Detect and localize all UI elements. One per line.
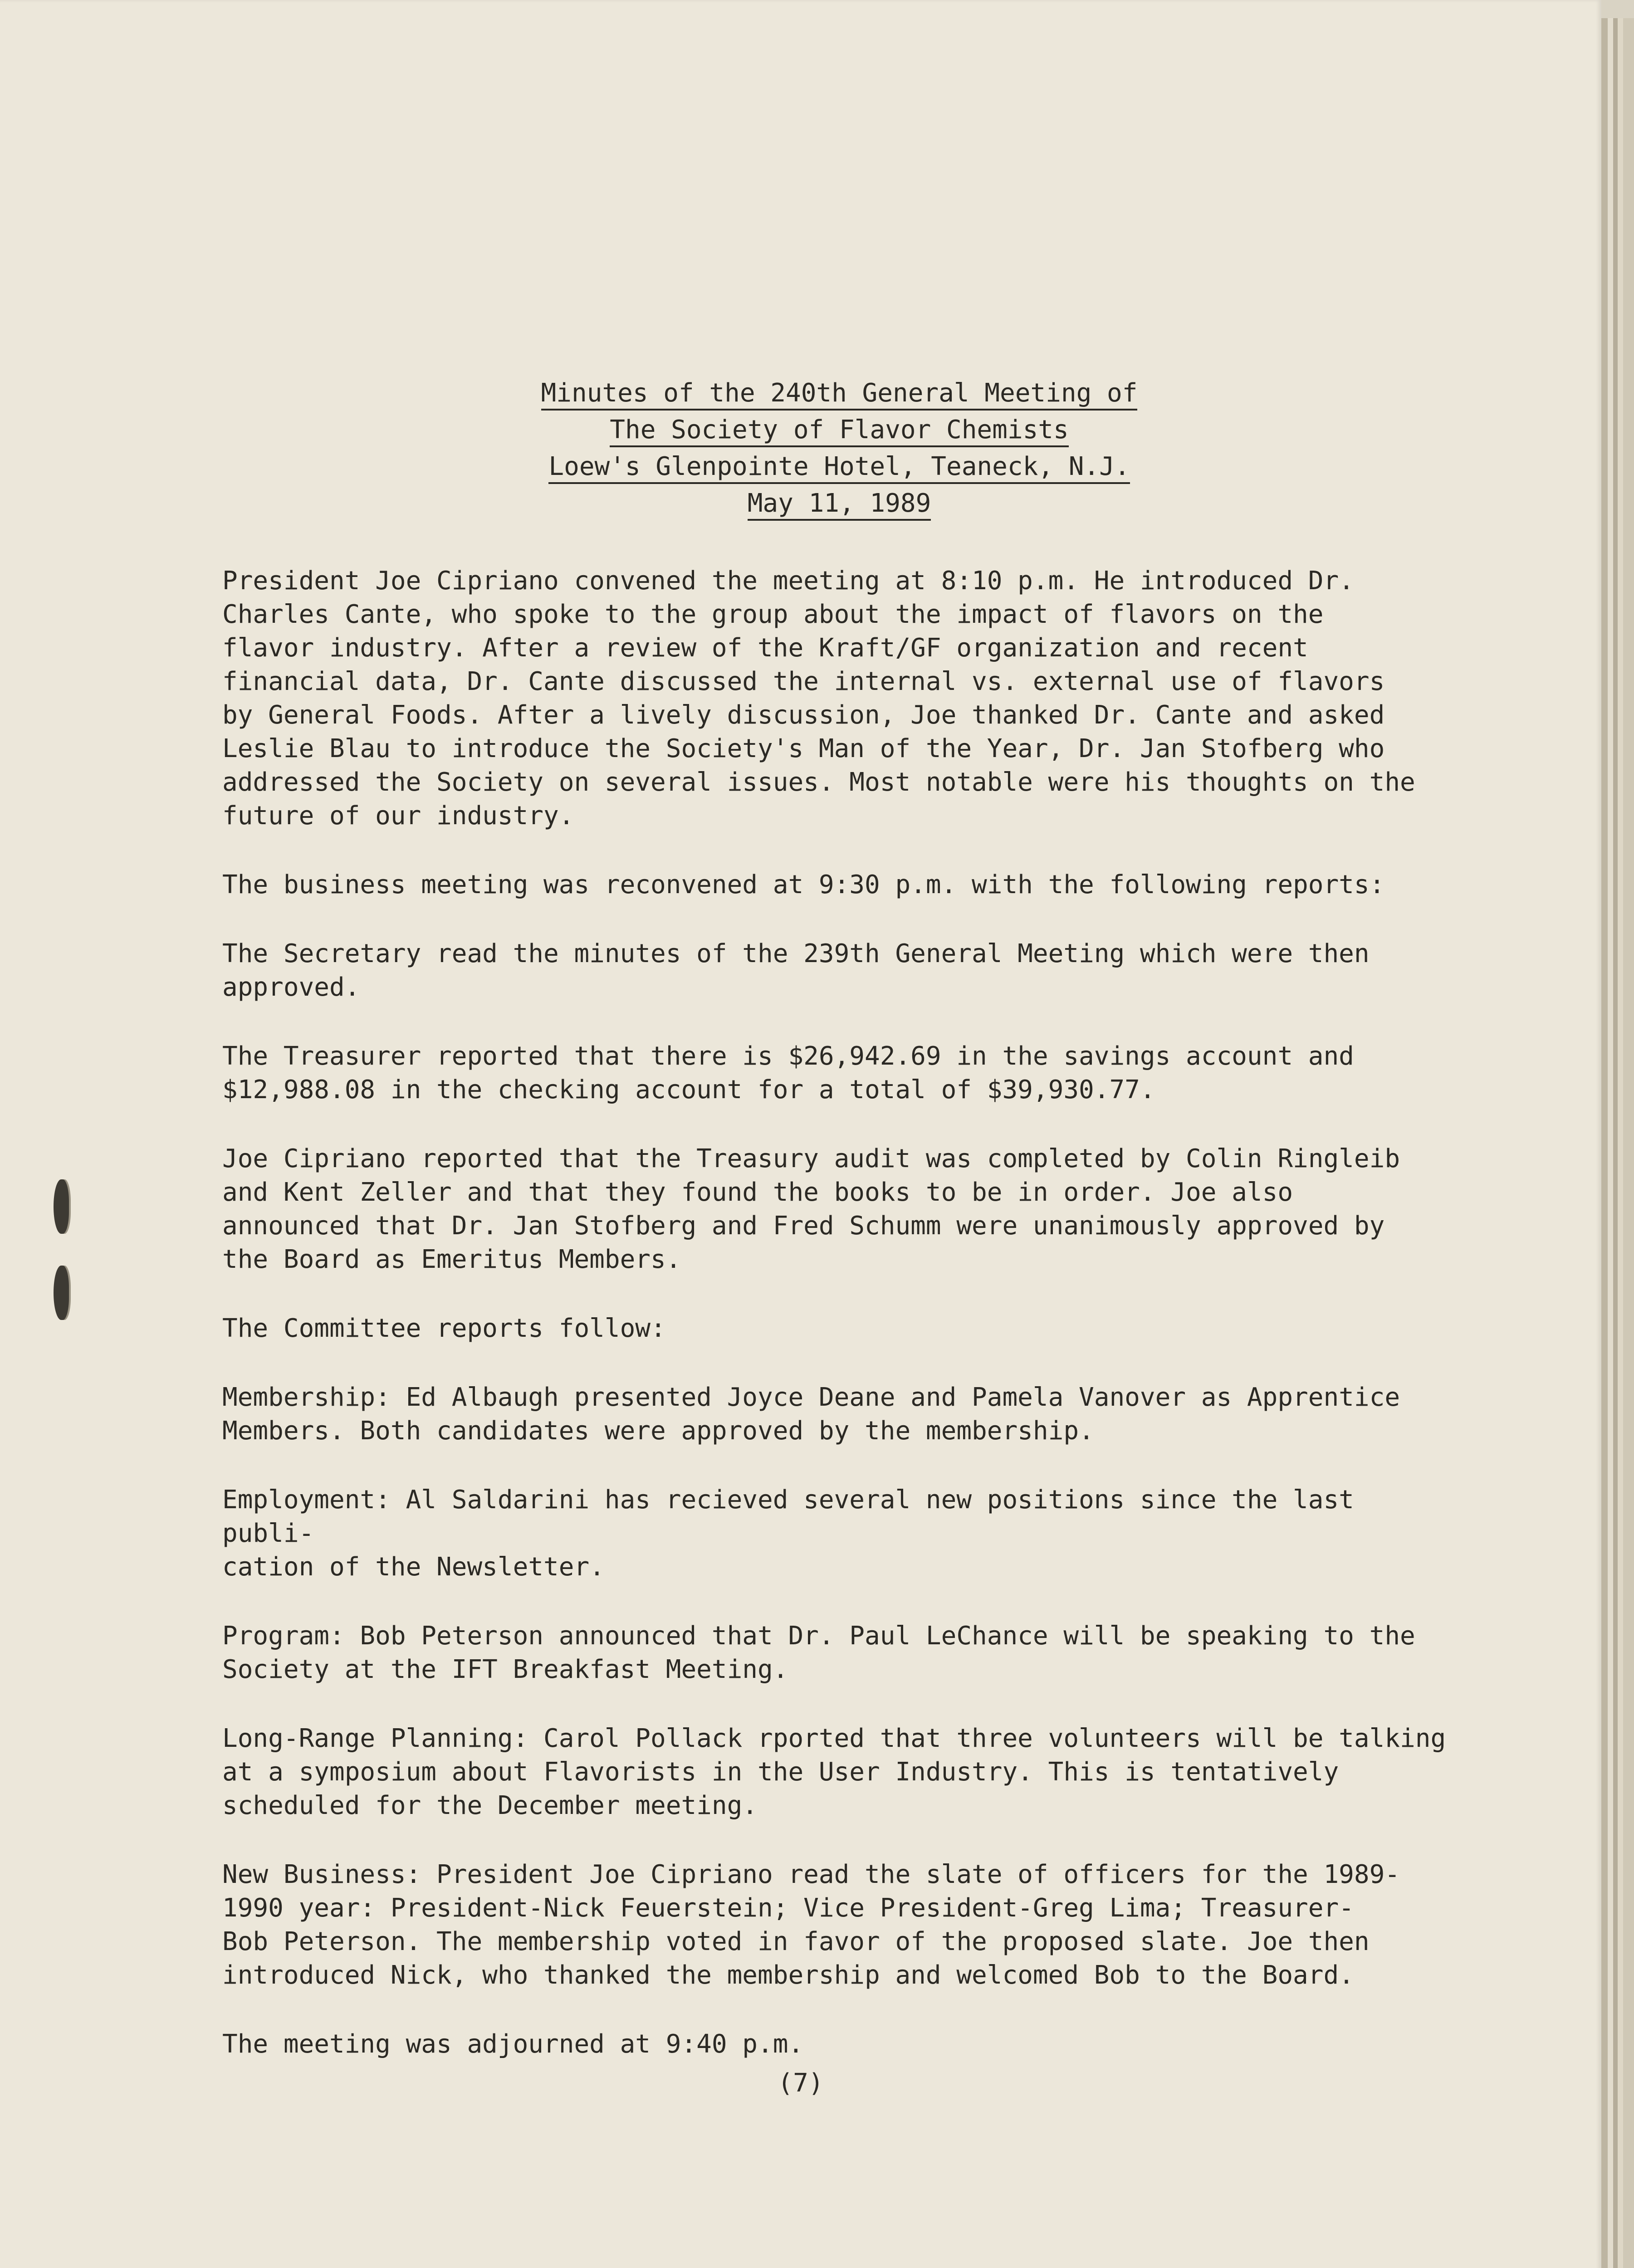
header-line-1: Minutes of the 240th General Meeting of [541, 379, 1138, 411]
paragraph-adjourned: The meeting was adjourned at 9:40 p.m. [222, 2029, 804, 2059]
page-edge [1613, 18, 1618, 2268]
header-date: May 11, 1989 [748, 489, 931, 521]
header-line-2: The Society of Flavor Chemists [610, 415, 1068, 447]
binding-hole-bottom [54, 1266, 69, 1320]
binding-hole-top [54, 1179, 69, 1234]
paragraph-employment: Employment: Al Saldarini has recieved several new positions since the last publi- cation of the Newsletter. [222, 1485, 1354, 1582]
paragraph-program: Program: Bob Peterson announced that Dr. Paul LeChance will be speaking to the Society at the IFT Breakfast Meeting. [222, 1621, 1415, 1684]
page-number: (7) [778, 2068, 824, 2098]
paragraph-reconvened: The business meeting was reconvened at 9:30 p.m. with the following reports: [222, 870, 1385, 899]
header-line-3: Loew's Glenpointe Hotel, Teaneck, N.J. [548, 452, 1130, 484]
paragraph-membership: Membership: Ed Albaugh presented Joyce Deane and Pamela Vanover as Apprentice Members. Both candidates were approved by the membership. [222, 1383, 1400, 1446]
minutes-document [222, 376, 1456, 2097]
page-edge [1618, 18, 1623, 2268]
page-edge [1623, 18, 1634, 2268]
paragraph-committee-intro: The Committee reports follow: [222, 1314, 666, 1343]
document-header [222, 376, 1456, 523]
page-edge [1601, 18, 1608, 2268]
paragraph-treasurer: The Treasurer reported that there is $26,942.69 in the savings account and $12,988.08 in the checking account for a total of $39,930.77. [222, 1041, 1354, 1105]
paragraph-long-range-planning: Long-Range Planning: Carol Pollack rported that three volunteers will be talking at a symposium about Flavorists in the User Industry. This is tentatively scheduled for the December meeting. [222, 1724, 1446, 1820]
paragraph-secretary: The Secretary read the minutes of the 239th General Meeting which were then approved. [222, 939, 1370, 1002]
page-edge [1608, 18, 1613, 2268]
paragraph-opening: President Joe Cipriano convened the meeting at 8:10 p.m. He introduced Dr. Charles Cante, who spoke to the group about the impact of flavors on the flavor industry. After a review of the Kraft/GF organization and recent financial data, Dr. Cante discussed the internal vs. external use of flavors by General Foods. After a lively discussion, Joe thanked Dr. Cante and asked Leslie Blau to introduce the Society's Man of the Year, Dr. Jan Stofberg who addressed the Society on several issues. Most notable were his thoughts on the future of our industry. [222, 566, 1415, 831]
paragraph-new-business: New Business: President Joe Cipriano read the slate of officers for the 1989- 1990 year: President-Nick Feuerstein; Vice President-Greg Lima; Treasurer- Bob Peterson. The membership voted in favor of the proposed slate. Joe then introduced Nick, who thanked the membership and welcomed Bob to the Board. [222, 1860, 1400, 1990]
paragraph-audit: Joe Cipriano reported that the Treasury audit was completed by Colin Ringleib and Kent Zeller and that they found the books to be in order. Joe also announced that Dr. Jan Stofberg and Fred Schumm were unanimously approved by the Board as Emeritus Members. [222, 1144, 1400, 1274]
